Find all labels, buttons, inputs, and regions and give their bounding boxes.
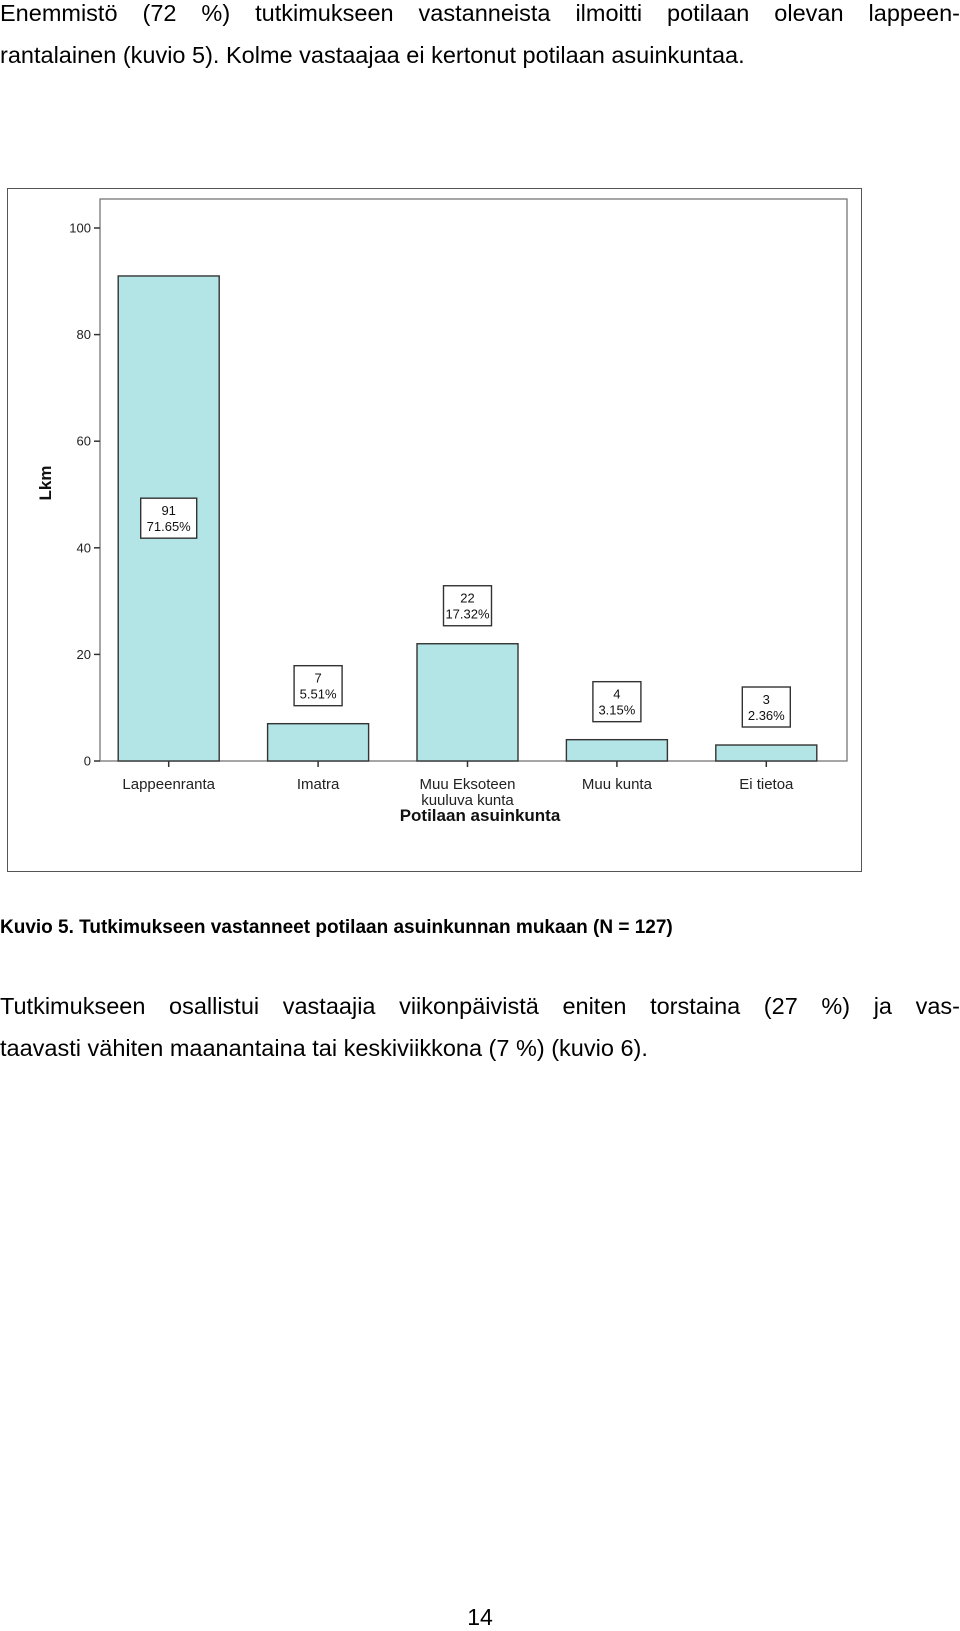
data-label-count: 91: [161, 503, 176, 519]
y-axis-label: Lkm: [36, 465, 55, 501]
body-paragraph: [0, 985, 960, 1069]
bar: [716, 745, 817, 761]
data-label-count: 3: [762, 692, 770, 708]
page-number: 14: [467, 1604, 493, 1630]
data-label-percent: 3.15%: [598, 702, 636, 718]
figure-caption: Kuvio 5. Tutkimukseen vastanneet potilaan asuinkunnan mukaan (N = 127): [0, 917, 673, 938]
x-tick-label: Lappeenranta: [122, 776, 215, 793]
data-label-percent: 17.32%: [445, 606, 490, 622]
data-label-count: 7: [314, 670, 322, 686]
data-label-percent: 5.51%: [299, 686, 337, 702]
y-tick-label: 0: [83, 753, 91, 769]
intro-line-2: rantalainen (kuvio 5). Kolme vastaajaa ei kertonut potilaan asuinkuntaa.: [0, 42, 745, 68]
y-tick-label: 20: [76, 646, 91, 662]
x-tick-label: Ei tietoa: [739, 776, 794, 793]
bar: [268, 724, 369, 761]
y-tick-label: 60: [76, 433, 91, 449]
bar: [417, 644, 518, 761]
x-tick-label: kuuluva kunta: [421, 792, 514, 809]
data-label-count: 4: [613, 686, 621, 702]
bar-chart: [8, 189, 863, 873]
body-line-2: taavasti vähiten maanantaina tai keskiviikkona (7 %) (kuvio 6).: [0, 1035, 648, 1061]
data-label-count: 22: [460, 590, 475, 606]
bar: [566, 740, 667, 761]
intro-paragraph: [0, 0, 960, 76]
data-label-percent: 2.36%: [747, 708, 785, 724]
chart-figure: [7, 188, 862, 872]
intro-line-1: Enemmistö (72 %) tutkimukseen vastanneista ilmoitti potilaan olevan lappeen-: [0, 0, 960, 26]
x-axis-label: Potilaan asuinkunta: [399, 806, 561, 825]
data-label-percent: 71.65%: [146, 519, 191, 535]
y-tick-label: 100: [69, 220, 91, 236]
x-tick-label: Muu Eksoteen: [419, 776, 516, 793]
x-tick-label: Imatra: [296, 776, 340, 793]
x-tick-label: Muu kunta: [581, 776, 652, 793]
y-tick-label: 80: [76, 327, 91, 343]
y-tick-label: 40: [76, 540, 91, 556]
body-line-1: Tutkimukseen osallistui vastaajia viikonpäivistä eniten torstaina (27 %) ja vas-: [0, 993, 960, 1019]
